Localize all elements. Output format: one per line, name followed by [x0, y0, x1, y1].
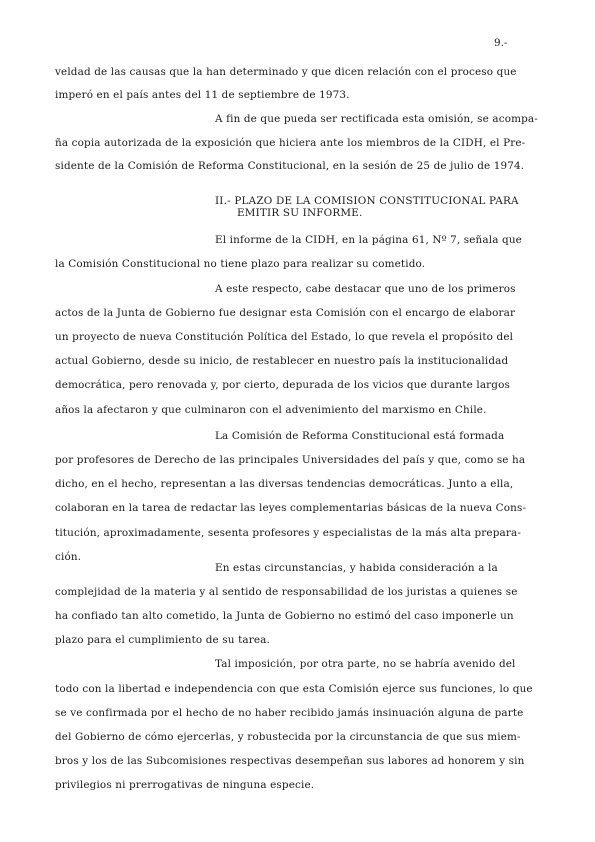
text-line: ción.: [55, 551, 82, 563]
text-line: titución, aproximadamente, sesenta profesores y especialistas de la más alta prepara-: [55, 527, 521, 539]
text-line: Tal imposición, por otra parte, no se habría avenido del: [215, 658, 516, 670]
text-line: todo con la libertad e independencia con que esta Comisión ejerce sus funciones, lo que: [55, 683, 533, 695]
text-line: del Gobierno de cómo ejercerlas, y robustecida por la circunstancia de que sus miem-: [55, 731, 521, 743]
text-line: años la afectaron y que culminaron con el advenimiento del marxismo en Chile.: [55, 404, 487, 416]
text-line: sidente de la Comisión de Reforma Constitucional, en la sesión de 25 de julio de 1974.: [55, 160, 525, 172]
text-line: un proyecto de nueva Constitución Política del Estado, lo que revela el propósito del: [55, 331, 514, 343]
text-line: A fin de que pueda ser rectificada esta omisión, se acompa-: [215, 113, 538, 125]
text-line: colaboran en la tarea de redactar las leyes complementarias básicas de la nueva Cons-: [55, 502, 527, 514]
text-line: actos de la Junta de Gobierno fue designar esta Comisión con el encargo de elaborar: [55, 307, 516, 319]
text-line: A este respecto, cabe destacar que uno de los primeros: [215, 283, 516, 295]
section-heading-continuation: EMITIR SU INFORME.: [237, 207, 363, 219]
text-line: dicho, en el hecho, representan a las diversas tendencias democráticas. Junto a ella,: [55, 478, 514, 490]
text-line: actual Gobierno, desde su inicio, de restablecer en nuestro país la institucionalidad: [55, 355, 509, 367]
text-line: ña copia autorizada de la exposición que hiciera ante los miembros de la CIDH, el Pre-: [55, 137, 526, 149]
text-line: complejidad de la materia y al sentido de responsabilidad de los juristas a quienes se: [55, 586, 518, 598]
text-line: plazo para el cumplimiento de su tarea.: [55, 634, 270, 646]
text-line: La Comisión de Reforma Constitucional está formada: [215, 430, 505, 442]
text-line: El informe de la CIDH, en la página 61, Nº 7, señala que: [215, 234, 522, 246]
text-line: democrática, pero renovada y, por cierto, depurada de los vicios que durante largos: [55, 379, 510, 391]
section-heading: II.- PLAZO DE LA COMISION CONSTITUCIONAL PARA: [215, 195, 519, 207]
text-line: ha confiado tan alto cometido, la Junta de Gobierno no estimó del caso imponerle un: [55, 610, 514, 622]
text-line: privilegios ni prerrogativas de ninguna especie.: [55, 779, 315, 791]
text-line: veldad de las causas que la han determinado y que dicen relación con el proceso que: [55, 66, 517, 78]
text-line: se ve confirmada por el hecho de no haber recibido jamás insinuación alguna de parte: [55, 707, 524, 719]
text-line: En estas circunstancias, y habida consideración a la: [215, 562, 498, 574]
text-line: bros y los de las Subcomisiones respectivas desempeñan sus labores ad honorem y sin: [55, 755, 525, 767]
text-line: imperó en el país antes del 11 de septiembre de 1973.: [55, 89, 350, 101]
text-line: la Comisión Constitucional no tiene plazo para realizar su cometido.: [55, 258, 426, 270]
page-number: 9.-: [494, 37, 508, 49]
text-line: por profesores de Derecho de las principales Universidades del país y que, como se ha: [55, 454, 526, 466]
